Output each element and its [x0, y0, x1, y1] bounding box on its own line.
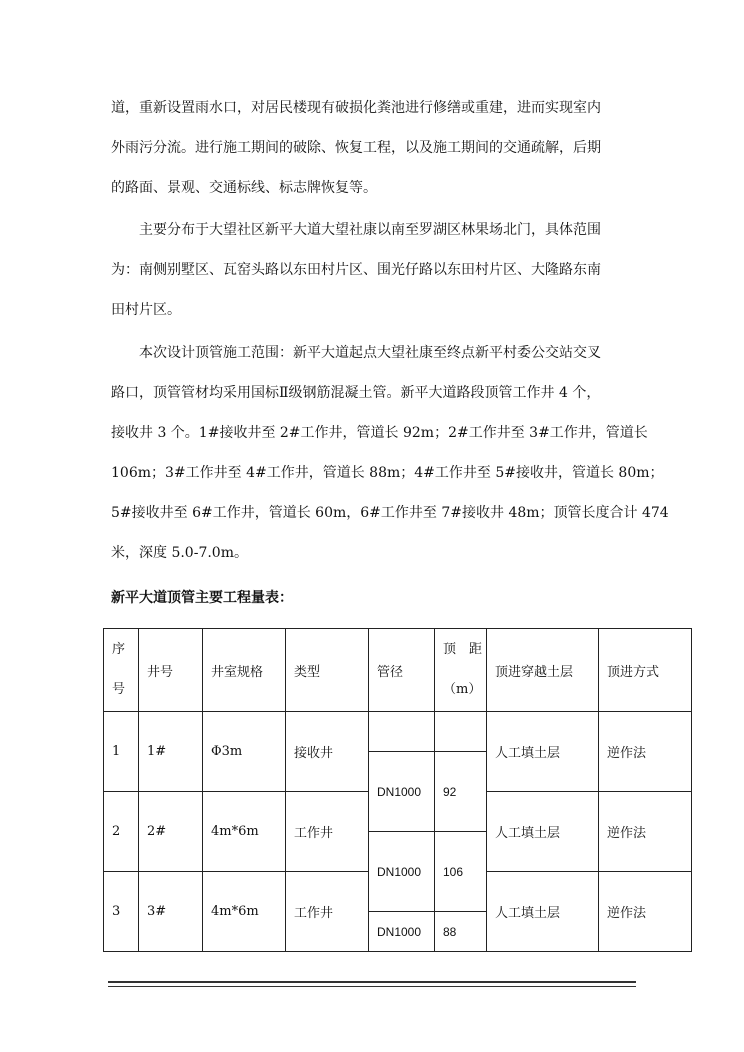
text-line: 田村片区。	[111, 302, 181, 318]
paragraph-2	[111, 210, 641, 330]
header-spec: 井室规格	[203, 629, 286, 712]
cell-distance: 88	[435, 912, 487, 952]
paragraph-3	[111, 333, 669, 573]
header-diameter: 管径	[369, 629, 435, 712]
text-line: 本次设计顶管施工范围：新平大道起点大望社康至终点新平村委公交站交叉	[111, 345, 601, 361]
cell-diameter	[369, 712, 435, 752]
header-soil: 顶进穿越土层	[487, 629, 599, 712]
text-line: 道，重新设置雨水口，对居民楼现有破损化粪池进行修缮或重建，进而实现室内	[111, 100, 601, 116]
cell-type: 接收井	[286, 712, 369, 792]
cell-spec: Φ3m	[203, 712, 286, 792]
text-line: 外雨污分流。进行施工期间的破除、恢复工程，以及施工期间的交通疏解，后期	[111, 140, 601, 156]
cell-type: 工作井	[286, 792, 369, 872]
cell-spec: 4m*6m	[203, 792, 286, 872]
text-line: 路口，顶管管材均采用国标Ⅱ级钢筋混凝土管。新平大道路段顶管工作井 4 个，	[111, 385, 601, 401]
quantity-table	[103, 628, 692, 952]
cell-well: 2#	[139, 792, 203, 872]
header-type: 类型	[286, 629, 369, 712]
text-line: 的路面、景观、交通标线、标志牌恢复等。	[111, 180, 377, 196]
header-method: 顶进方式	[599, 629, 692, 712]
cell-seq: 3	[104, 872, 139, 952]
text-line: 接收井 3 个。1#接收井至 2#工作井，管道长 92m；2#工作井至 3#工作井，管道长	[111, 425, 648, 441]
cell-distance: 106	[435, 832, 487, 912]
cell-diameter: DN1000	[369, 912, 435, 952]
cell-diameter: DN1000	[369, 832, 435, 912]
cell-seq: 1	[104, 712, 139, 792]
cell-method: 逆作法	[599, 792, 692, 872]
cell-diameter: DN1000	[369, 752, 435, 832]
footer-rule	[108, 981, 636, 987]
cell-type: 工作井	[286, 872, 369, 952]
text-line: 为：南侧别墅区、瓦窑头路以东田村片区、围光仔路以东田村片区、大隆路东南	[111, 262, 601, 278]
cell-seq: 2	[104, 792, 139, 872]
header-seq: 序 号	[104, 629, 139, 712]
header-well: 井号	[139, 629, 203, 712]
table-header-row	[104, 629, 692, 712]
text-line: 主要分布于大望社区新平大道大望社康以南至罗湖区林果场北门，具体范围	[111, 222, 601, 238]
cell-spec: 4m*6m	[203, 872, 286, 952]
table-caption: 新平大道顶管主要工程量表：	[111, 590, 293, 606]
cell-distance: 92	[435, 752, 487, 832]
cell-well: 1#	[139, 712, 203, 792]
cell-soil: 人工填土层	[487, 712, 599, 792]
paragraph-1	[111, 88, 641, 208]
text-line: 106m；3#工作井至 4#工作井，管道长 88m；4#工作井至 5#接收井，管道长 80m；	[111, 465, 664, 481]
cell-soil: 人工填土层	[487, 792, 599, 872]
text-line: 米，深度 5.0-7.0m。	[111, 545, 248, 561]
cell-soil: 人工填土层	[487, 872, 599, 952]
cell-method: 逆作法	[599, 712, 692, 792]
header-distance: 顶 距 （m）	[435, 629, 487, 712]
table-row	[104, 712, 692, 752]
cell-method: 逆作法	[599, 872, 692, 952]
cell-well: 3#	[139, 872, 203, 952]
cell-distance	[435, 712, 487, 752]
text-line: 5#接收井至 6#工作井，管道长 60m，6#工作井至 7#接收井 48m；顶管长度合计 474	[111, 505, 669, 521]
